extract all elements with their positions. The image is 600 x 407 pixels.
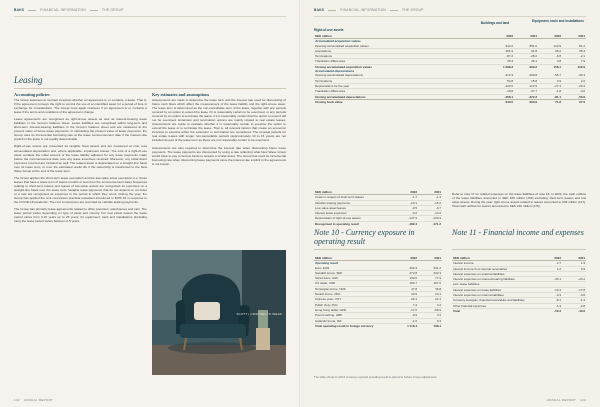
header-rule [14, 16, 286, 17]
year-header: 2022 [490, 34, 514, 39]
cell-value: -1.8 [538, 89, 562, 94]
note-11-table [452, 256, 586, 313]
row-label: Interest expenses on internal liabilities [452, 293, 538, 298]
table-row [314, 221, 442, 226]
cell-value: -37.7 [514, 89, 538, 94]
leasing-cashflow-text: Refer to note 17 for related expenses on the lease liabilities of note 18. In 2022, the cash outflow of the lease liabilities amounted to SEK 186 million (159) excluding short-term leases and low value assets. During the year, right-of-use assets related to leases amounted to 238 million (127). Total cash outflow for leases amounted to SEK 210 million (175). [452, 192, 586, 209]
cell-value: 36.2 [538, 48, 562, 53]
cell-value: -56.7 [538, 73, 562, 78]
paragraph: The Group assesses at contract inception whether an agreement is, or contains, a lease. That is, if the agreement conveys the right to control the use of an identified asset for a period of time in exchange for consideration. The Group must again reassess if an agreement is or contains a lease if the terms and conditions of the agreement change. [14, 98, 147, 115]
cell-value: 1.9 [562, 261, 586, 266]
footer-label: ANNUAL REPORT [546, 398, 577, 402]
cell-value: 960.2 [514, 64, 538, 69]
cell-value: 3.3 [418, 313, 442, 318]
cell-value: 2.0 [562, 78, 586, 83]
year-header: 2021 [514, 34, 538, 39]
cell-value: 640.5 [490, 99, 514, 104]
cell-value: -0.7 [418, 205, 442, 210]
cell-value: -28.2 [514, 54, 538, 59]
right-of-use-assets-table [314, 20, 586, 104]
cell-value: 46.8 [418, 286, 442, 291]
year-header: 2021 [418, 190, 442, 195]
row-label: Translation differences [314, 89, 490, 94]
cell-value: -81.1 [538, 94, 562, 99]
pl-data-table [314, 190, 442, 226]
cell-value: 67.9 [562, 99, 586, 104]
cell-value: -9.9 [394, 313, 418, 318]
cell-value: 122.9 [562, 64, 586, 69]
cell-value: -6.8 [538, 54, 562, 59]
row-label: Currency loss/gain, financial receivables and liabilities [452, 298, 538, 303]
cell-value: -1.7 [394, 195, 418, 200]
cell-value: -2.1 [562, 54, 586, 59]
cell-value: 232.3 [418, 270, 442, 275]
cell-value: -1.3 [538, 303, 562, 308]
row-label: Translation differences [314, 59, 490, 64]
paragraph: The Group has primarily lease agreements related to office premises, warehouses and cars. The lease period varies depending on type of asset and country. For real estate leases the lease period varies from 3-15 years up to 25 years; for equipment, tools and installations (including cars) the lease period varies between 2-5 years. [14, 207, 147, 224]
cell-value: 77.9 [418, 276, 442, 281]
cell-value: 123.9 [538, 44, 562, 49]
cell-value: -43.6 [562, 308, 586, 313]
group-header-equipment: Equipment, tools and installations [532, 19, 584, 23]
table-label: Right-of-use assets [314, 28, 344, 32]
cell-value: 291.2 [418, 266, 442, 271]
cell-value: 39.4 [490, 59, 514, 64]
cell-value: -52.3 [538, 308, 562, 313]
photo-caption: SCOTT | CRAFTED TO WEAR [236, 312, 282, 316]
cell-value: 35.4 [562, 48, 586, 53]
year-header: 2021 [562, 256, 586, 261]
cell-value: 33.9 [394, 292, 418, 297]
row-label: Depreciations for the year [314, 83, 490, 88]
cell-value: -1.3 [562, 298, 586, 303]
row-label: excl. lease liabilities [452, 282, 538, 287]
unit-label: SEK million [314, 256, 394, 261]
row-label: US dollar, USD [314, 281, 394, 286]
cell-value: 167.6 [418, 281, 442, 286]
cell-value: -2.8 [562, 303, 586, 308]
row-label: Accumulated depreciations [315, 69, 355, 74]
year-header: 2021 [562, 34, 586, 39]
paragraph: Assessments are also required to determine the interest rate when discounting future lease payments. The lease payments are discounted by using a rate reflecting what New Wave Group would have to pay to borrow funds to acquire a similar asset. The Group has used its incremental borrowing rate when discounting lease payments since the interest rate implicit in the agreements is not known. [152, 145, 286, 166]
cell-value: 201.9 [490, 48, 514, 53]
subsection-label: THE GROUP [102, 8, 124, 12]
cell-value: 1 116.4 [394, 323, 418, 328]
brand-label: BAKS [314, 8, 325, 12]
row-label: Depreciation of right-of-use assets [314, 216, 394, 221]
row-label: Terminations [314, 78, 490, 83]
cell-value: 24.1 [418, 292, 442, 297]
subsection-label: THE GROUP [402, 8, 424, 12]
cell-value: -0.5 [394, 205, 418, 210]
row-label: Chinese yuan, CNY [314, 297, 394, 302]
note-10-title: Note 10 - Currency exposure in operating result [314, 228, 415, 246]
cell-value: 1.2 [538, 266, 562, 271]
cell-value: -36.3 [562, 73, 586, 78]
unit-label: SEK million [452, 256, 538, 261]
row-label: Terminations [314, 54, 490, 59]
cell-value: -24.2 [562, 277, 586, 282]
paragraph: Lease agreements are recognised as right-of-use assets as well as interest-bearing lease liabilities in the Group's balance sheet. Lease liabilities are recognised within long-term and short-term interest-bearing liabilities in the Group's balance sheet and are measured at the present value of future lease payments. In calculating the present value of lease payments, the Group uses its incremental borrowing rate at the lease commencement date if the interest rate implicit in the lease is not readily determinable. [14, 117, 147, 142]
cell-value: -23.1 [394, 200, 418, 205]
header-rule [314, 16, 586, 17]
cell-value: -8.1 [538, 298, 562, 303]
unit-label: SEK million [314, 34, 490, 39]
cell-value: -80.9 [418, 307, 442, 312]
cell-value: 798.1 [418, 323, 442, 328]
row-label: Norwegian krone, NOK [314, 286, 394, 291]
year-header: 2022 [394, 256, 418, 261]
cell-value: -372.3 [490, 73, 514, 78]
row-label: Interest expenses on lease liabilities [452, 287, 538, 292]
cell-value: 21.3 [418, 297, 442, 302]
note-10-footnote: The table shows in which currency reported operating result is earned in before Group adjustments. [314, 375, 438, 379]
cell-value: 46.1 [514, 59, 538, 64]
cell-value: -171.2 [418, 221, 442, 226]
cell-value: -14.6 [418, 211, 442, 216]
interior-photo [152, 250, 286, 375]
key-estimates-column [152, 92, 286, 169]
cell-value: 180.7 [394, 281, 418, 286]
row-label: Pound sterling, GBP [314, 313, 394, 318]
unit-label: SEK million [314, 190, 394, 195]
section-label: FINANCIAL INFORMATION [40, 8, 87, 12]
cell-value: 71.8 [538, 99, 562, 104]
paragraph: Right-of-use assets are presented as tangible fixed assets and are measured at cost, less accumulated depreciation and, where applicable, impairment losses. The cost of a right-of-use asset contains the initial amount of the lease liability adjusted for any lease payments made before the commencement date, less any lease incentives received. Moreover, any initial direct expenses incurred are included as well. The leased asset is depreciated on a straight-line basis over its lease term, or over the estimated useful life if the ownership is transferred to the New Wave Group at the end of the lease term. [14, 144, 147, 173]
row-label: Polish zloty, PLN [314, 302, 394, 307]
page-number: 102 [14, 398, 20, 402]
cell-value: -112.9 [514, 83, 538, 88]
row-label: Closing book value [314, 99, 490, 104]
row-label: Operating result [315, 261, 339, 266]
section-rule [14, 88, 286, 89]
cell-value: 944.2 [490, 44, 514, 49]
page-number: 103 [580, 398, 586, 402]
cell-value: -10.4 [538, 287, 562, 292]
rou-data-table [314, 34, 586, 104]
row-label: Closing accumulated depreciations [314, 94, 490, 99]
row-label: Accumulated acquisition values [315, 39, 361, 44]
section-title: Leasing [14, 75, 43, 85]
row-label: Danish krone, DKK [314, 292, 394, 297]
row-label: Opening accumulated depreciations [314, 73, 490, 78]
leasing-pl-table [314, 190, 442, 226]
cell-value: 81.2 [562, 44, 586, 49]
cell-value: 54.8 [490, 78, 514, 83]
row-label: Interest expenses on interest-bearing liabilities [452, 277, 538, 282]
cell-value: -20.4 [562, 83, 586, 88]
cell-value: 851.0 [514, 44, 538, 49]
row-label: Swiss franc, CHF [314, 276, 394, 281]
cell-value: -0.6 [562, 293, 586, 298]
paragraph: The Group applies the short-term lease exemption and the low-value asset exemption (i.e. those leases that have a lease term of twelve months or less from the commencement date). Expenses relating to short-term leases and leases of low-value assets are recognised as expenses on a straight-line basis over the lease term. Variable lease payments that do not depend on an index or a rate are recognised as expenses in the period in which they occur. During the year, the Group has applied the rent concession practical expedient introduced in IFRS 16 in response to the COVID-19 pandemic. The rent concessions are recorded as variable leasing payments. [14, 175, 147, 205]
paragraph: Assessments are made to determine the lease term and the interest rate used for discounting of future cash flows which affect the measurement of the lease liability and the right-of-use asset. The lease term is determined as the non-cancellable term of the lease, together with any periods covered by an option to extend the lease if it is reasonably certain to be exercised, or any periods covered by an option to terminate the lease, if it is reasonably certain that the option to extend will not be exercised. Extension and termination options are mainly related to real estate leases. Assessments are made to evaluate whether it is reasonably certain to exercise the option to extend the lease or to terminate the lease. That is, all relevant factors that create an economic incentive to exercise either the extension or termination are considered. The renewal periods for real estate leases with longer non-cancellable periods (approximately 10 to 15 years) are not included as part of the lease term as these are not reasonably certain to be exercised. [152, 98, 286, 143]
row-label: Interest lease expenses [314, 211, 394, 216]
cell-value: -133.3 [418, 216, 442, 221]
row-label: Interest expenses on external liabilities [452, 271, 538, 276]
running-head-right [314, 6, 586, 14]
column-heading: Key estimates and assumptions [152, 92, 210, 97]
divider [28, 10, 36, 11]
row-label: Variable leasing payments [314, 200, 394, 205]
cell-value: -19.8 [490, 89, 514, 94]
running-head-left [14, 6, 286, 14]
row-label: Acquisitions [314, 48, 490, 53]
row-label: Total operating result in foreign currency [314, 323, 394, 328]
cell-value: 600.9 [514, 99, 538, 104]
cell-value: -9.2 [394, 211, 418, 216]
row-label: Swedish krona, SEK [314, 270, 394, 275]
table-row [314, 99, 586, 104]
cell-value: -4.0 [562, 89, 586, 94]
divider [90, 10, 98, 11]
financial-income-table [452, 256, 586, 313]
cell-value: -36.1 [538, 277, 562, 282]
year-header: 2022 [538, 34, 562, 39]
cell-value: 158.1 [538, 64, 562, 69]
cell-value: -182.4 [394, 221, 418, 226]
column-heading: Accounting policies [14, 92, 50, 97]
row-label: Interest income [452, 261, 538, 266]
cell-value: -1.6 [394, 318, 418, 323]
row-label: Interest income from internal receivables [452, 266, 538, 271]
right-page [300, 0, 600, 407]
cell-value: -87.2 [490, 54, 514, 59]
cell-value: 2.7 [538, 261, 562, 266]
year-header: 2022 [394, 190, 418, 195]
section-label: FINANCIAL INFORMATION [340, 8, 387, 12]
cell-value: 26.1 [394, 297, 418, 302]
cell-value: -458.1 [490, 94, 514, 99]
row-label: Hong Kong dollar, HKD [314, 307, 394, 312]
note-11-title: Note 11 - Financial income and expenses [452, 228, 584, 237]
footer-label: ANNUAL REPORT [23, 398, 54, 402]
divider [390, 10, 398, 11]
group-header-buildings: Buildings and land [480, 21, 510, 25]
row-label: Icelandic krona, ISK [314, 318, 394, 323]
year-header: 2022 [538, 256, 562, 261]
cell-value: -17.8 [562, 287, 586, 292]
currency-exposure-table [314, 256, 442, 328]
table-group-header [314, 20, 586, 34]
accounting-policies-column [14, 92, 147, 226]
footer-left [14, 398, 53, 402]
cell-value: 0.4 [418, 318, 442, 323]
note-rule [314, 249, 442, 250]
table-row [314, 323, 442, 328]
cell-value: -120.6 [490, 83, 514, 88]
row-label: Low value asset leases [314, 205, 394, 210]
cell-value: 15.8 [514, 78, 538, 83]
cell-value: 462.3 [394, 266, 418, 271]
brand-label: BAKS [14, 8, 25, 12]
footer-right [547, 398, 586, 402]
row-label: Euro, EUR [314, 266, 394, 271]
cell-value: 7.4 [394, 302, 418, 307]
cell-value: 7.9 [562, 59, 586, 64]
cell-value: 1 098.3 [490, 64, 514, 69]
cell-value: -27.3 [538, 83, 562, 88]
cell-value: 3.9 [538, 78, 562, 83]
divider [328, 10, 336, 11]
cell-value: -56.0 [562, 94, 586, 99]
cell-value: -147.9 [394, 216, 418, 221]
cell-value: 4.2 [418, 302, 442, 307]
cell-value: 272.8 [394, 270, 418, 275]
row-label: Costs in respect of short-term leases [314, 195, 394, 200]
cell-value: -290.8 [514, 73, 538, 78]
row-label: Opening accumulated acquisition values [314, 44, 490, 49]
cell-value: -1.3 [418, 195, 442, 200]
row-label: Total [452, 308, 538, 313]
note-10-table [314, 256, 442, 328]
cell-value: 4.8 [538, 59, 562, 64]
year-header: 2021 [418, 256, 442, 261]
cell-value: 130.6 [394, 276, 418, 281]
cell-value: 91.8 [514, 48, 538, 53]
cell-value: -0.3 [538, 293, 562, 298]
cell-value: -372.3 [514, 94, 538, 99]
cell-value: 47.8 [394, 286, 418, 291]
row-label: Closing accumulated acquisition values [314, 64, 490, 69]
note-rule [452, 249, 586, 250]
row-label: Recognised in operating result [314, 221, 394, 226]
table-row [452, 308, 586, 313]
row-label: Other financial expenses [452, 303, 538, 308]
cell-value: 0.9 [562, 266, 586, 271]
cell-value: -17.6 [394, 307, 418, 312]
cell-value: -15.2 [418, 200, 442, 205]
